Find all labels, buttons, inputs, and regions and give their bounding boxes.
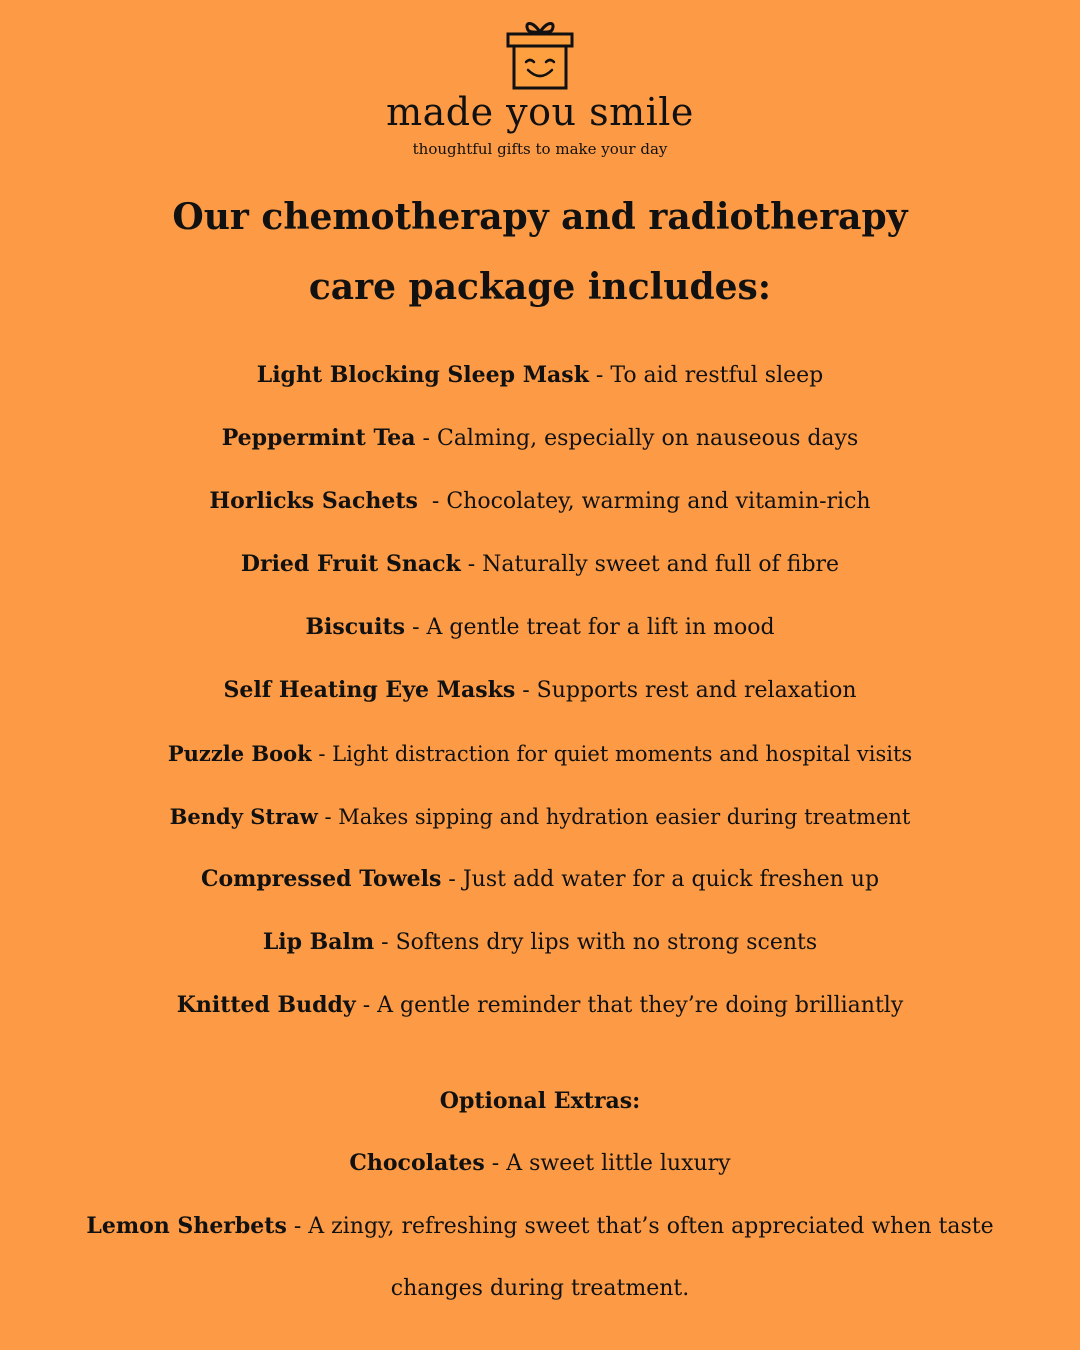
package-item-list bbox=[10, 344, 1070, 1037]
item-text-wrap bbox=[60, 1195, 1020, 1320]
item-description: - A sweet little luxury bbox=[484, 1151, 731, 1176]
item-name: Biscuits bbox=[305, 614, 406, 640]
item-description: - Makes sipping and hydration easier during treatment bbox=[317, 805, 911, 829]
list-item bbox=[10, 911, 1070, 974]
item-description: - Just add water for a quick freshen up bbox=[441, 867, 880, 892]
optional-extras-list bbox=[10, 1132, 1070, 1320]
item-description: - To aid restful sleep bbox=[588, 363, 824, 388]
brand-tagline: thoughtful gifts to make your day bbox=[412, 140, 668, 158]
page-title bbox=[40, 182, 1040, 322]
item-name: Compressed Towels bbox=[200, 866, 442, 892]
list-item bbox=[10, 848, 1070, 911]
list-item bbox=[10, 596, 1070, 659]
page-title-line-1: Our chemotherapy and radiotherapy bbox=[172, 196, 908, 238]
item-name: Light Blocking Sleep Mask bbox=[256, 362, 589, 388]
item-name: Bendy Straw bbox=[169, 804, 318, 829]
item-name: Peppermint Tea bbox=[221, 425, 416, 451]
item-description: - Supports rest and relaxation bbox=[515, 678, 857, 703]
item-description: - A gentle treat for a lift in mood bbox=[405, 615, 775, 640]
list-item bbox=[10, 407, 1070, 470]
list-item bbox=[10, 974, 1070, 1037]
list-item bbox=[10, 722, 1070, 785]
item-name: Knitted Buddy bbox=[176, 992, 356, 1018]
item-name: Lip Balm bbox=[262, 929, 375, 955]
list-item bbox=[10, 533, 1070, 596]
item-description: - Calming, especially on nauseous days bbox=[415, 426, 859, 451]
item-description: - A zingy, refreshing sweet that’s often appreciated when taste changes during treatment. bbox=[286, 1214, 994, 1301]
item-description: - Naturally sweet and full of fibre bbox=[460, 552, 840, 577]
list-item bbox=[10, 470, 1070, 533]
item-name: Dried Fruit Snack bbox=[240, 551, 461, 577]
item-name: Self Heating Eye Masks bbox=[223, 677, 516, 703]
page-title-line-2: care package includes: bbox=[308, 266, 772, 308]
list-item bbox=[10, 1195, 1070, 1320]
list-item bbox=[10, 344, 1070, 407]
item-name: Lemon Sherbets bbox=[86, 1213, 287, 1239]
list-item bbox=[10, 659, 1070, 722]
item-name: Puzzle Book bbox=[167, 741, 312, 766]
gift-box-smile-icon bbox=[504, 16, 576, 92]
item-name: Chocolates bbox=[349, 1150, 485, 1176]
item-name: Horlicks Sachets bbox=[209, 488, 418, 514]
brand-name: made you smile bbox=[386, 90, 694, 134]
item-description: - Light distraction for quiet moments and hospital visits bbox=[311, 742, 913, 766]
list-item bbox=[10, 1132, 1070, 1195]
optional-extras-heading: Optional Extras: bbox=[439, 1088, 641, 1114]
item-description: - Chocolatey, warming and vitamin-rich bbox=[417, 489, 871, 514]
brand-logo bbox=[0, 16, 1080, 158]
item-description: - A gentle reminder that they’re doing brilliantly bbox=[355, 993, 904, 1018]
list-item bbox=[10, 785, 1070, 848]
item-description: - Softens dry lips with no strong scents bbox=[374, 930, 818, 955]
